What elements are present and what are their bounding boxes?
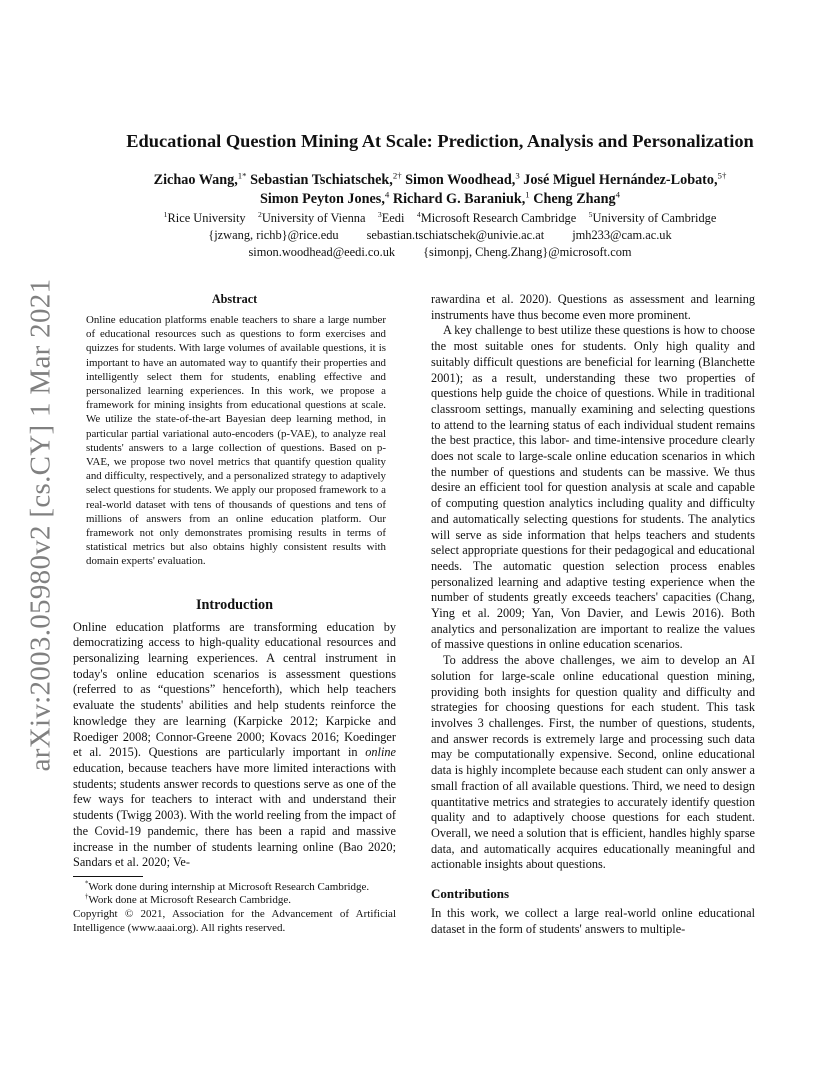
affil-number: 5 [588, 209, 593, 219]
intro-text: Online education platforms are transforming education by democratizing access to high-quality educational resources and personalizing learning experiences. A central instrument in today's online education scenarios is assessment questions (referred to as “questions” henceforth), which help teachers evaluate the students' abilities and help students reinforce the knowledge they are learning (Karpicke 2012; Karpicke and Roediger 2008; Connor-Greene 2000; Kovacs 2016; Koedinger et al. 2015). Questions are particularly important in [73, 619, 396, 760]
affil-name: University of Cambridge [592, 211, 717, 225]
paper-title: Educational Question Mining At Scale: Prediction, Analysis and Personalization [126, 131, 754, 151]
author-name: Simon Woodhead, [401, 172, 516, 188]
footnote-1 [73, 881, 396, 894]
email: {jzwang, richb}@rice.edu [208, 228, 339, 242]
affil-name: Eedi [381, 211, 405, 225]
author-affil-mark: 4 [615, 189, 621, 200]
email-row-1 [40, 227, 828, 244]
right-column [431, 292, 755, 937]
affil-name: Microsoft Research Cambridge [420, 211, 577, 225]
contributions-heading: Contributions [431, 886, 510, 902]
affil-number: 1 [163, 209, 168, 219]
intro-text: education, because teachers have more limited interactions with students; students answer records to questions serve as one of the few ways for teachers to interact with and understand their students (Twigg 2003). With the world reeling from the impact of the Covid-19 pandemic, there has been a rapid and massive increase in the number of students learning online (Bao 2020; Sandars et al. 2020; Ve- [73, 760, 396, 870]
author-affil-mark: 5† [717, 170, 727, 181]
arxiv-identifier-text: arXiv:2003.05980v2 [cs.CY] 1 Mar 2021 [24, 278, 57, 772]
body-paragraph: In this work, we collect a large real-world online educational dataset in the form of students' answers to multiple- [431, 906, 755, 936]
introduction-paragraph [73, 620, 396, 871]
body-paragraph: A key challenge to best utilize these questions is how to choose the most suitable ones for students. Only high quality and suitably difficult questions are beneficial for learning (Blanchette 2001); as a result, understanding these two properties of questions help guide the choice of questions. While in traditional classroom settings, manually examining and selecting questions to attend to the learning status of each individual student remains the best practice, this labor- and time-intensive procedure clearly does not scale to large-scale online education scenarios in which the number of questions and students can be massive. We thus desire an efficient tool for question analysis at scale and capable of computing question analytics including quality and difficulty and automatically selecting questions for students. The analytics will serve as side information that helps teachers and students select appropriate questions for their pedagogical and educational needs. The automatic question selection process enables personalized learning and adaptive testing experience when the number of students greatly exceeds teachers' capacities (Chang, Ying et al. 2009; Yan, Von Davier, and Lewis 2016). Both analytics and personalization are important to realize the values of massive questions in online education scenarios. [431, 323, 755, 652]
affil-number: 3 [377, 209, 382, 219]
author-affil-mark: 4 [384, 189, 390, 200]
author-line-1 [40, 171, 828, 190]
footnotes [73, 876, 396, 935]
footnote-mark: * [85, 880, 89, 888]
footnote-mark: † [85, 893, 89, 901]
introduction-heading: Introduction [196, 596, 273, 613]
affiliation-row [40, 210, 828, 227]
author-name: Sebastian Tschiatschek, [246, 172, 393, 188]
author-affil-mark: 3 [515, 170, 520, 181]
email: {simonpj, Cheng.Zhang}@microsoft.com [423, 245, 632, 259]
copyright-notice: Copyright © 2021, Association for the Advancement of Artificial Intelligence (www.aaai.org). All rights reserved. [73, 908, 396, 934]
author-line-2 [40, 190, 828, 209]
affiliations [40, 210, 828, 261]
footnote-text: Work done during internship at Microsoft Research Cambridge. [88, 881, 370, 893]
author-list [40, 171, 828, 209]
email: jmh233@cam.ac.uk [572, 228, 672, 242]
author-name: Richard G. Baraniuk, [389, 191, 526, 207]
email-row-2 [40, 244, 828, 261]
arxiv-identifier-stamp [16, 278, 66, 772]
abstract-text: Online education platforms enable teachers to share a large number of educational resources such as questions to form exercises and quizzes for students. With large volumes of available questions, it is important to have an automated way to quantify their properties and intelligently select them for students, enabling effective and personalized learning experiences. In this work, we propose a framework for mining insights from educational questions at scale. We utilize the state-of-the-art Bayesian deep learning method, in particular partial variational auto-encoders (p-VAE), to analyze real students' answers to a large collection of questions. Based on p-VAE, we propose two novel metrics that quantify question quality and difficulty, respectively, and a personalized strategy to adaptively select questions for students. We apply our proposed framework to a real-world dataset with tens of thousands of questions and tens of millions of answers from an online education platform. Our framework not only demonstrates promising results in terms of statistical metrics but also obtains highly consistent results with domain experts' evaluation. [86, 314, 386, 568]
abstract-heading: Abstract [211, 292, 258, 306]
affil-name: University of Vienna [261, 211, 366, 225]
author-name: Simon Peyton Jones, [259, 191, 385, 207]
body-paragraph: To address the above challenges, we aim to develop an AI solution for large-scale online educational question mining, providing both insights for question quality and difficulty and strategies for choosing questions for each student. This task involves 3 challenges. First, the number of questions, students, and answer records is extremely large and processing such data may be computationally expensive. Second, online educational data is highly incomplete because each student can only answer a small fraction of all available questions. Third, we need to design quantitative metrics and strategies to accurately identify question quality and to adaptively choose questions for each student. Overall, we need a solution that is efficient, handles highly sparse data, and automatically acquires educationally meaningful and actionable insights about questions. [431, 653, 755, 872]
footnote-2 [73, 894, 396, 907]
intro-emphasis: online [365, 745, 396, 760]
author-name: José Miguel Hernández-Lobato, [519, 172, 718, 188]
left-column [73, 292, 396, 871]
author-affil-mark: 1 [525, 189, 530, 200]
body-paragraph: rawardina et al. 2020). Questions as assessment and learning instruments have thus become even more prominent. [431, 292, 755, 322]
affil-number: 2 [258, 209, 262, 219]
affil-number: 4 [416, 209, 421, 219]
email: simon.woodhead@eedi.co.uk [248, 245, 396, 259]
footnote-divider [73, 876, 143, 877]
author-name: Cheng Zhang [529, 191, 616, 207]
author-affil-mark: 2† [392, 170, 402, 181]
email: sebastian.tschiatschek@univie.ac.at [366, 228, 545, 242]
footnote-text: Work done at Microsoft Research Cambridge. [88, 894, 291, 907]
author-affil-mark: 1* [237, 170, 247, 181]
affil-name: Rice University [167, 211, 246, 225]
author-name: Zichao Wang, [153, 172, 238, 188]
